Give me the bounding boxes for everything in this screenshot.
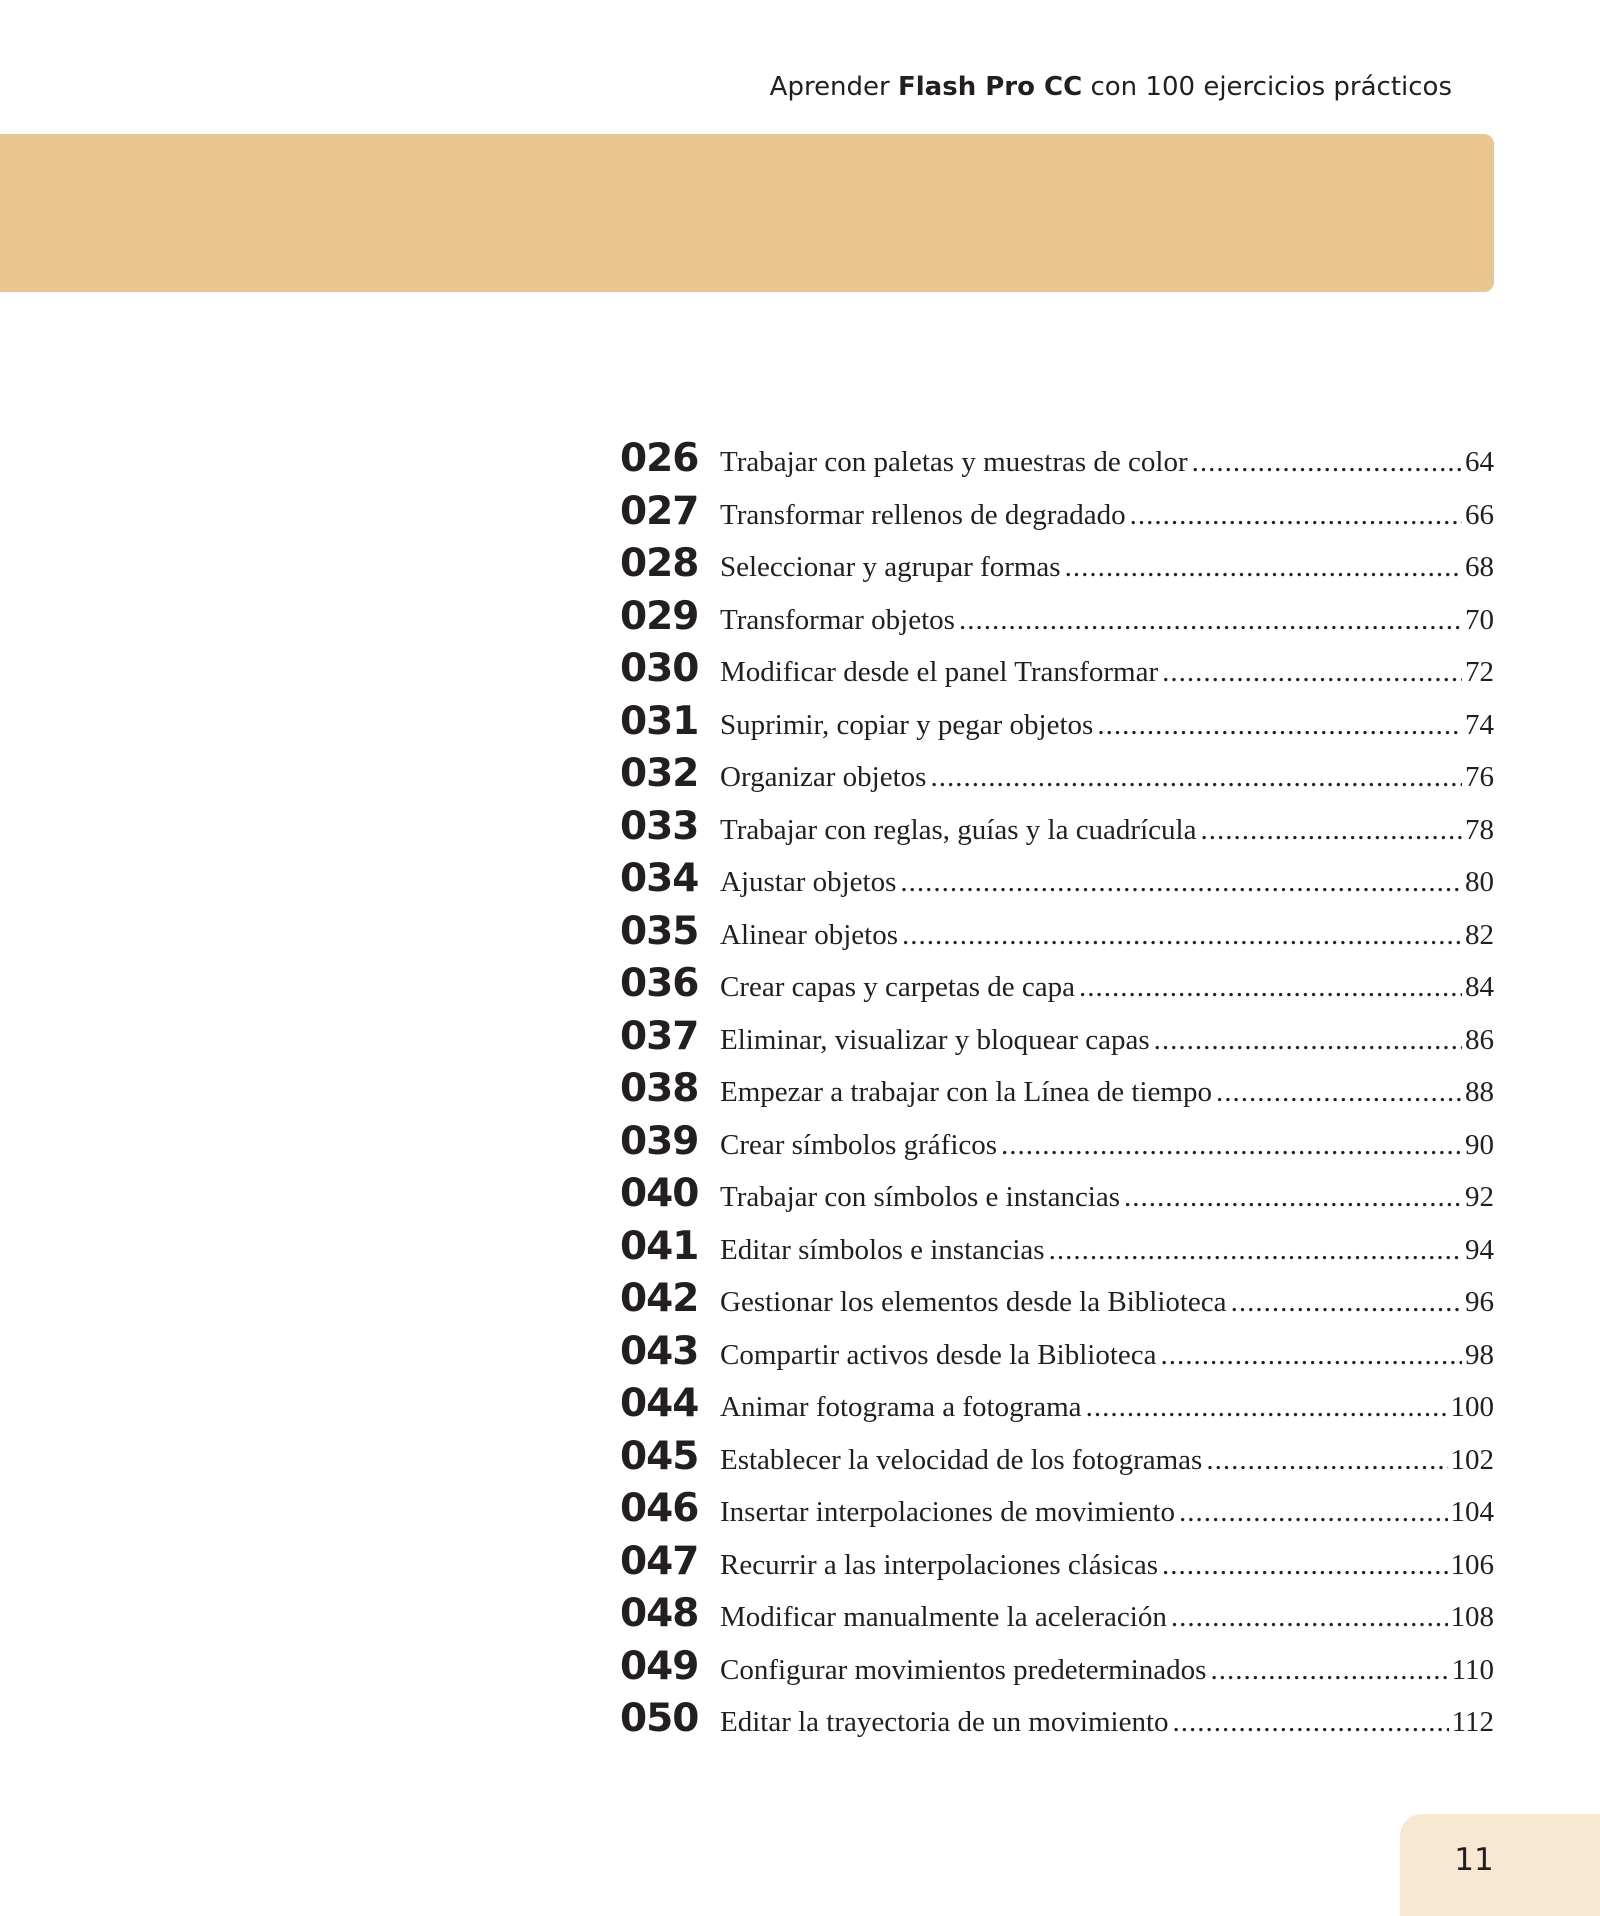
toc-entry-leader — [1200, 814, 1462, 847]
toc-entry-page: 64 — [1465, 446, 1494, 478]
toc-entry-page: 98 — [1465, 1338, 1494, 1371]
toc-entry[interactable] — [620, 646, 1494, 699]
toc-entry-page: 82 — [1465, 918, 1494, 951]
toc-entry-number: 046 — [620, 1486, 699, 1531]
toc-entry[interactable] — [620, 489, 1494, 542]
toc-entry-number: 036 — [620, 961, 699, 1006]
toc-entry-title: Modificar manualmente la aceleración — [720, 1601, 1167, 1633]
toc-entry-title: Empezar a trabajar con la Línea de tiempo — [720, 1076, 1212, 1108]
toc-entry-page: 102 — [1450, 1443, 1494, 1476]
toc-entry[interactable] — [620, 1696, 1494, 1749]
toc-entry-title: Organizar objetos — [720, 761, 927, 793]
toc-entry[interactable] — [620, 1434, 1494, 1487]
table-of-contents — [620, 436, 1494, 1749]
toc-entry-title: Transformar objetos — [720, 603, 955, 636]
toc-entry-number: 027 — [620, 488, 699, 534]
toc-entry-leader — [1079, 971, 1462, 1004]
toc-entry-leader — [1216, 1076, 1462, 1109]
toc-entry-number: 041 — [620, 1223, 699, 1269]
toc-entry-number: 031 — [620, 698, 699, 744]
toc-entry-page: 86 — [1465, 1023, 1494, 1056]
toc-entry-leader — [1001, 1129, 1462, 1162]
running-head — [770, 72, 1452, 102]
toc-entry-title: Trabajar con reglas, guías y la cuadrícula — [720, 813, 1197, 846]
toc-entry-number: 048 — [620, 1591, 699, 1636]
toc-entry-title: Insertar interpolaciones de movimiento — [720, 1496, 1175, 1528]
toc-entry-title: Crear capas y carpetas de capa — [720, 971, 1076, 1003]
running-head-prefix: Aprender — [769, 72, 898, 102]
toc-entry-leader — [902, 919, 1462, 952]
toc-entry-leader — [900, 866, 1462, 899]
toc-entry-number: 050 — [620, 1696, 699, 1741]
toc-entry-page: 80 — [1465, 866, 1494, 898]
toc-entry-page: 78 — [1465, 813, 1494, 846]
toc-entry-number: 044 — [620, 1381, 699, 1426]
toc-entry-number: 040 — [620, 1171, 699, 1216]
running-head-suffix: con 100 ejercicios prácticos — [1082, 72, 1452, 102]
toc-entry[interactable] — [620, 1014, 1494, 1067]
toc-entry-page: 76 — [1465, 761, 1494, 793]
toc-entry-number: 043 — [620, 1328, 699, 1374]
toc-entry[interactable] — [620, 1224, 1494, 1277]
toc-entry-number: 029 — [620, 593, 699, 639]
toc-entry-leader — [1173, 1706, 1449, 1739]
toc-entry-page: 72 — [1465, 656, 1494, 688]
page-number: 11 — [1454, 1842, 1494, 1878]
toc-entry-number: 047 — [620, 1538, 699, 1584]
toc-entry-number: 035 — [620, 908, 699, 954]
toc-entry-leader — [1065, 551, 1462, 584]
toc-entry-page: 112 — [1451, 1706, 1494, 1738]
toc-entry-title: Gestionar los elementos desde la Biblioteca — [720, 1286, 1227, 1318]
toc-entry-leader — [1162, 1549, 1447, 1582]
toc-entry-page: 110 — [1451, 1653, 1494, 1686]
toc-entry[interactable] — [620, 1276, 1494, 1329]
toc-entry-page: 108 — [1450, 1601, 1494, 1633]
toc-entry-page: 94 — [1465, 1233, 1494, 1266]
toc-entry-leader — [1192, 446, 1462, 479]
toc-entry-page: 68 — [1465, 551, 1494, 583]
toc-entry-page: 96 — [1465, 1286, 1494, 1318]
toc-entry-number: 037 — [620, 1013, 699, 1059]
toc-entry-title: Transformar rellenos de degradado — [720, 498, 1126, 531]
toc-entry[interactable] — [620, 1644, 1494, 1697]
toc-entry-number: 033 — [620, 803, 699, 849]
toc-entry-page: 66 — [1465, 498, 1494, 531]
toc-entry-leader — [930, 761, 1462, 794]
toc-entry-number: 028 — [620, 541, 699, 586]
header-band — [0, 134, 1494, 292]
toc-entry-page: 74 — [1465, 708, 1494, 741]
toc-entry[interactable] — [620, 594, 1494, 647]
toc-entry-leader — [1161, 1339, 1463, 1372]
toc-entry-page: 70 — [1465, 603, 1494, 636]
toc-entry-page: 92 — [1465, 1181, 1494, 1213]
toc-entry[interactable] — [620, 1591, 1494, 1644]
toc-entry[interactable] — [620, 1381, 1494, 1434]
toc-entry-leader — [1124, 1181, 1462, 1214]
toc-entry[interactable] — [620, 909, 1494, 962]
toc-entry-leader — [1162, 656, 1462, 689]
toc-entry[interactable] — [620, 1486, 1494, 1539]
toc-entry-page: 88 — [1465, 1076, 1494, 1108]
toc-entry[interactable] — [620, 436, 1494, 489]
toc-entry[interactable] — [620, 1539, 1494, 1592]
toc-entry-page: 106 — [1450, 1548, 1494, 1581]
toc-entry-title: Compartir activos desde la Biblioteca — [720, 1338, 1157, 1371]
toc-entry-leader — [1171, 1601, 1448, 1634]
toc-entry-number: 042 — [620, 1276, 699, 1321]
toc-entry-leader — [959, 604, 1462, 637]
running-head-product: Flash Pro CC — [898, 72, 1083, 102]
toc-entry[interactable] — [620, 751, 1494, 804]
toc-entry-page: 100 — [1450, 1391, 1494, 1423]
toc-entry-leader — [1206, 1444, 1447, 1477]
toc-entry-number: 034 — [620, 856, 699, 901]
toc-entry-leader — [1231, 1286, 1462, 1319]
toc-entry[interactable] — [620, 961, 1494, 1014]
toc-entry-page: 84 — [1465, 971, 1494, 1003]
toc-entry-title: Modificar desde el panel Transformar — [720, 656, 1159, 688]
toc-entry-title: Animar fotograma a fotograma — [720, 1391, 1082, 1423]
toc-entry[interactable] — [620, 541, 1494, 594]
toc-entry-leader — [1179, 1496, 1448, 1529]
toc-entry-leader — [1130, 499, 1462, 532]
toc-entry-number: 026 — [620, 436, 699, 481]
toc-entry-leader — [1049, 1234, 1462, 1267]
toc-entry-leader — [1210, 1654, 1448, 1687]
toc-entry-title: Alinear objetos — [720, 918, 898, 951]
toc-entry-title: Editar símbolos e instancias — [720, 1233, 1045, 1266]
toc-entry-title: Trabajar con paletas y muestras de color — [720, 446, 1188, 478]
toc-entry[interactable] — [620, 804, 1494, 857]
toc-entry-number: 032 — [620, 751, 699, 796]
toc-entry-leader — [1086, 1391, 1448, 1424]
toc-entry-number: 049 — [620, 1643, 699, 1689]
toc-entry-leader — [1154, 1024, 1462, 1057]
toc-entry-page: 90 — [1465, 1128, 1494, 1161]
toc-entry-number: 045 — [620, 1433, 699, 1479]
page-number-tab — [1400, 1814, 1600, 1916]
toc-entry-title: Establecer la velocidad de los fotogramas — [720, 1443, 1203, 1476]
toc-entry[interactable] — [620, 1119, 1494, 1172]
toc-entry-number: 039 — [620, 1118, 699, 1164]
toc-entry-number: 038 — [620, 1066, 699, 1111]
toc-entry-title: Eliminar, visualizar y bloquear capas — [720, 1023, 1150, 1056]
toc-entry[interactable] — [620, 1066, 1494, 1119]
toc-entry-number: 030 — [620, 646, 699, 691]
toc-entry-title: Configurar movimientos predeterminados — [720, 1653, 1207, 1686]
toc-entry-title: Ajustar objetos — [720, 866, 897, 898]
toc-entry-title: Seleccionar y agrupar formas — [720, 551, 1061, 583]
toc-entry-leader — [1097, 709, 1462, 742]
toc-entry-title: Trabajar con símbolos e instancias — [720, 1181, 1121, 1213]
toc-entry-title: Crear símbolos gráficos — [720, 1128, 998, 1161]
toc-entry-title: Recurrir a las interpolaciones clásicas — [720, 1548, 1159, 1581]
toc-entry[interactable] — [620, 1329, 1494, 1382]
toc-entry[interactable] — [620, 856, 1494, 909]
toc-entry[interactable] — [620, 699, 1494, 752]
toc-entry[interactable] — [620, 1171, 1494, 1224]
toc-entry-title: Suprimir, copiar y pegar objetos — [720, 708, 1094, 741]
toc-entry-page: 104 — [1450, 1496, 1494, 1528]
toc-entry-title: Editar la trayectoria de un movimiento — [720, 1706, 1169, 1738]
